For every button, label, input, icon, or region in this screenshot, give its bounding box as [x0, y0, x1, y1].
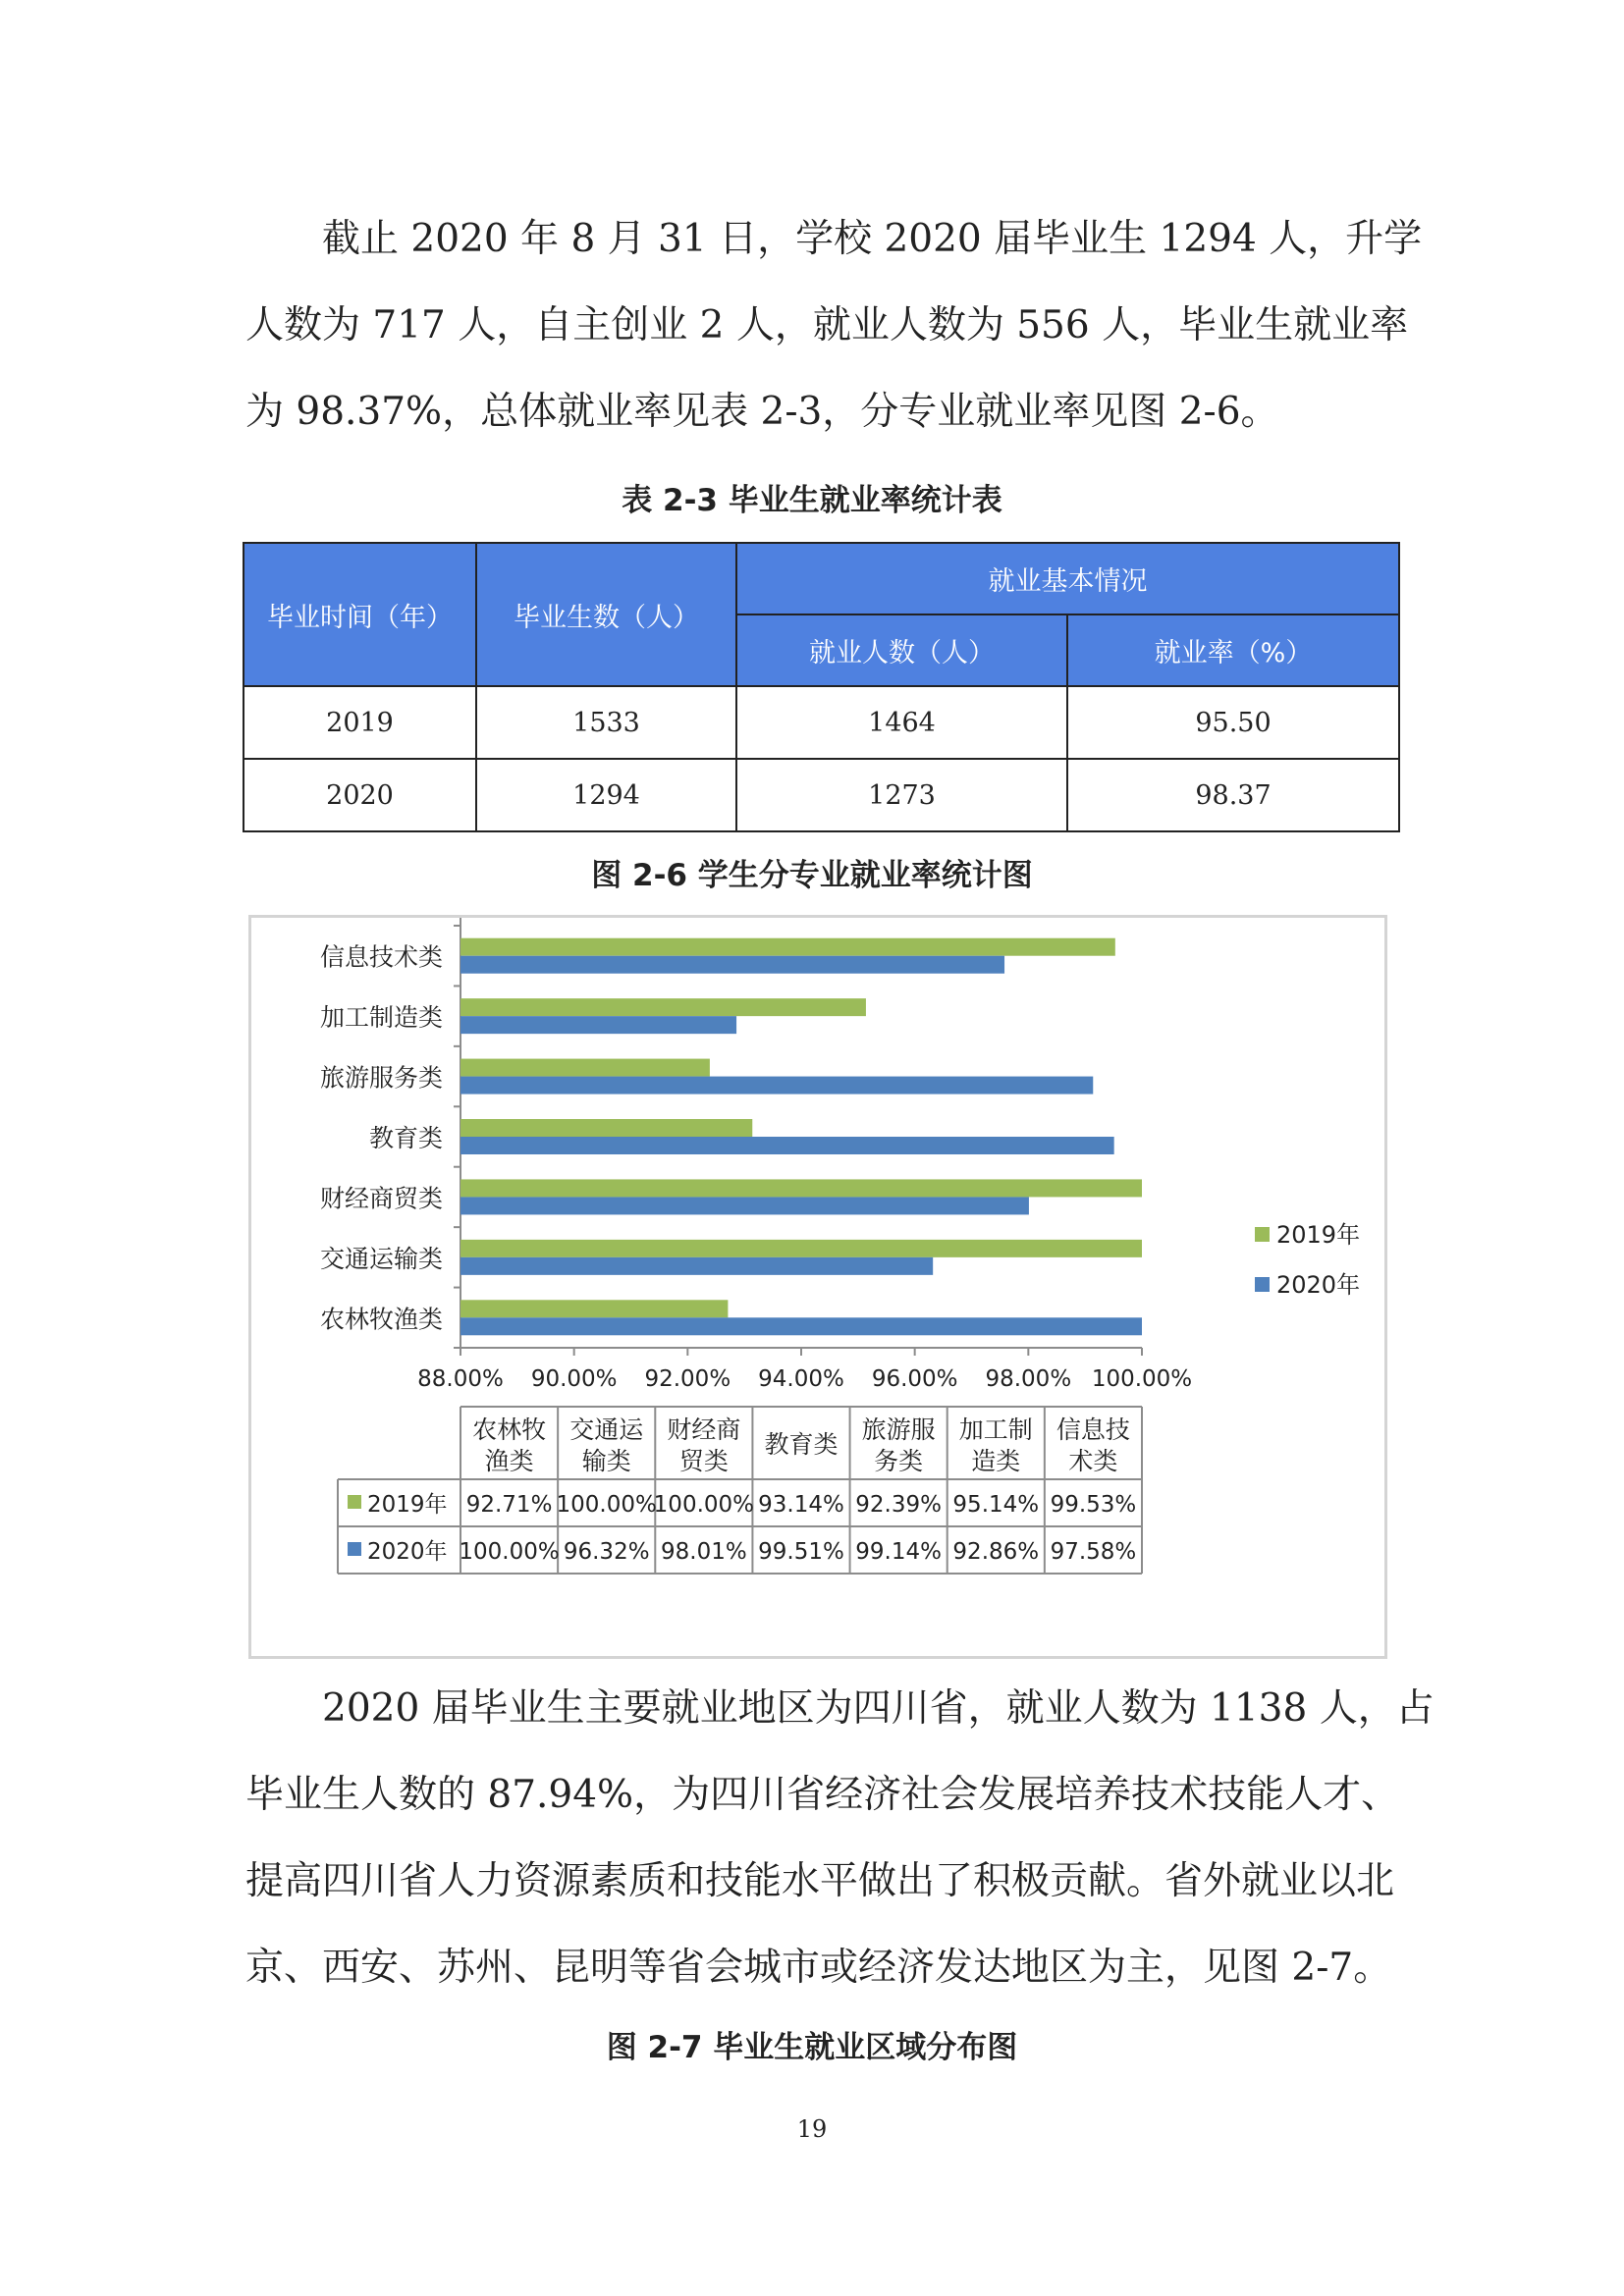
table-header: 输类 [581, 1447, 631, 1475]
table-row-label-2: 2020年 [367, 1539, 448, 1565]
table-value: 92.71% [465, 1492, 553, 1518]
bar-2019-7 [460, 938, 1115, 956]
table-row-swatch-1 [348, 1495, 361, 1509]
table-value: 92.39% [855, 1492, 942, 1518]
chart-caption: 图 2-6 学生分专业就业率统计图 [591, 858, 1033, 893]
table-value: 97.58% [1050, 1539, 1137, 1565]
paragraph-2 [245, 1666, 1435, 2011]
table-value: 93.14% [758, 1492, 844, 1518]
next-figure-caption: 图 2-7 毕业生就业区域分布图 [606, 2030, 1018, 2065]
x-tick-label: 96.00% [871, 1366, 958, 1392]
bar-2020-7 [460, 956, 1004, 974]
table-header: 加工制 [958, 1415, 1033, 1444]
header-year: 毕业时间（年） [244, 543, 476, 686]
cell-graduates: 1533 [476, 686, 736, 759]
category-label: 教育类 [368, 1124, 443, 1152]
paragraph-1-line-1: 截止 2020 年 8 月 31 日，学校 2020 届毕业生 1294 人，升学 [322, 217, 1423, 261]
category-label: 交通运输类 [319, 1244, 443, 1273]
header-graduates: 毕业生数（人） [476, 543, 736, 686]
bar-2019-6 [460, 998, 866, 1016]
table-row-swatch-2 [348, 1542, 361, 1556]
header-group: 就业基本情况 [736, 543, 1399, 614]
cell-year: 2020 [244, 759, 476, 831]
category-label: 农林牧渔类 [319, 1305, 443, 1334]
paragraph-1-line-2: 人数为 717 人，自主创业 2 人，就业人数为 556 人，毕业生就业率 [245, 303, 1409, 347]
table-value: 98.01% [661, 1539, 747, 1565]
header-rate: 就业率（%） [1067, 614, 1399, 686]
table-header: 信息技 [1056, 1415, 1130, 1444]
bar-2019-3 [460, 1179, 1142, 1197]
x-tick-label: 92.00% [644, 1366, 731, 1392]
table-value: 99.53% [1050, 1492, 1137, 1518]
bar-2019-5 [460, 1059, 710, 1077]
table-row-label-1: 2019年 [367, 1492, 448, 1518]
x-tick-label: 98.00% [985, 1366, 1072, 1392]
bar-2020-3 [460, 1197, 1029, 1214]
paragraph-2-line-4: 京、西安、苏州、昆明等省会城市或经济发达地区为主，见图 2-7。 [245, 1946, 1392, 1990]
table-value: 95.14% [952, 1492, 1040, 1518]
cell-employed: 1464 [736, 686, 1067, 759]
bar-2020-4 [460, 1137, 1114, 1154]
employment-rate-table [243, 542, 1400, 832]
paragraph-2-line-2: 毕业生人数的 87.94%，为四川省经济社会发展培养技术技能人才、 [245, 1773, 1400, 1817]
bar-2019-1 [460, 1300, 728, 1317]
table-row [244, 686, 1399, 759]
table-header: 术类 [1068, 1447, 1118, 1475]
legend-swatch-1 [1255, 1227, 1270, 1242]
paragraph-1 [245, 196, 1423, 455]
table-header: 教育类 [764, 1430, 839, 1459]
table-header: 农林牧 [472, 1415, 547, 1444]
category-label: 财经商贸类 [319, 1184, 443, 1213]
table-header: 财经商 [667, 1415, 741, 1444]
cell-year: 2019 [244, 686, 476, 759]
bar-2020-6 [460, 1016, 736, 1034]
table-header: 造类 [971, 1447, 1021, 1475]
table-header: 旅游服 [861, 1415, 936, 1444]
category-label: 信息技术类 [319, 942, 443, 972]
table-header: 务类 [874, 1447, 924, 1475]
bar-2020-1 [460, 1317, 1142, 1335]
table-value: 99.51% [758, 1539, 844, 1565]
table-value: 92.86% [952, 1539, 1040, 1565]
chart-svg [251, 918, 1384, 1656]
legend-swatch-2 [1255, 1277, 1270, 1292]
table-header: 交通运 [569, 1415, 644, 1444]
employment-rate-chart [248, 915, 1387, 1659]
header-employed: 就业人数（人） [736, 614, 1067, 686]
table-header: 渔类 [484, 1447, 534, 1475]
paragraph-2-line-3: 提高四川省人力资源素质和技能水平做出了积极贡献。省外就业以北 [245, 1859, 1395, 1903]
bar-2020-5 [460, 1077, 1093, 1095]
table-value: 100.00% [459, 1539, 560, 1565]
legend-label-1: 2019年 [1276, 1221, 1361, 1249]
category-label: 旅游服务类 [319, 1063, 443, 1093]
table-value: 99.14% [855, 1539, 942, 1565]
x-tick-label: 100.00% [1091, 1366, 1193, 1392]
cell-employed: 1273 [736, 759, 1067, 831]
paragraph-1-line-3: 为 98.37%，总体就业率见表 2-3，分专业就业率见图 2-6。 [245, 390, 1279, 434]
legend-label-2: 2020年 [1276, 1271, 1361, 1299]
table-row [244, 759, 1399, 831]
paragraph-2-line-1: 2020 届毕业生主要就业地区为四川省，就业人数为 1138 人，占 [322, 1686, 1435, 1731]
bar-2019-2 [460, 1240, 1142, 1257]
bar-2020-2 [460, 1257, 933, 1275]
table-header: 贸类 [678, 1447, 729, 1475]
table-value: 100.00% [653, 1492, 755, 1518]
cell-graduates: 1294 [476, 759, 736, 831]
bar-2019-4 [460, 1119, 752, 1137]
table-caption: 表 2-3 毕业生就业率统计表 [622, 483, 1002, 518]
x-tick-label: 90.00% [530, 1366, 618, 1392]
cell-rate: 95.50 [1067, 686, 1399, 759]
table-value: 100.00% [556, 1492, 657, 1518]
cell-rate: 98.37 [1067, 759, 1399, 831]
page-number: 19 [796, 2115, 828, 2143]
category-label: 加工制造类 [319, 1003, 443, 1033]
table-value: 96.32% [563, 1539, 650, 1565]
x-tick-label: 88.00% [417, 1366, 504, 1392]
x-tick-label: 94.00% [758, 1366, 844, 1392]
